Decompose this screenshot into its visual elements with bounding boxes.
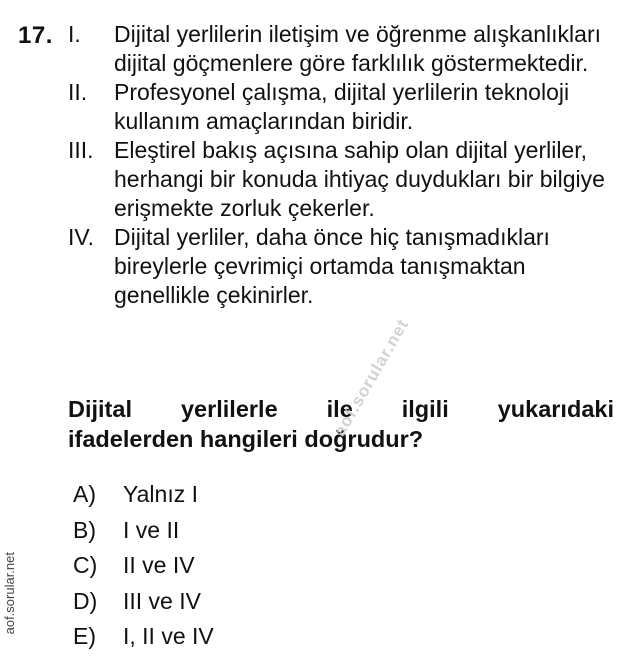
option-letter: E) <box>73 623 96 649</box>
statement-numeral: I. <box>68 21 81 47</box>
statement-2 <box>68 78 608 136</box>
statement-list <box>68 20 608 310</box>
statement-text: Profesyonel çalışma, dijital yerlilerin teknoloji kullanım amaçlarından biridir. <box>114 79 570 134</box>
option-text: III ve IV <box>123 587 201 614</box>
option-e[interactable] <box>73 619 214 655</box>
question-number: 17. <box>18 22 53 49</box>
answer-options <box>73 477 214 655</box>
question-prompt-line-2: ifadelerden hangileri doğrudur? <box>68 426 424 452</box>
option-b[interactable] <box>73 513 214 549</box>
statement-1 <box>68 20 608 78</box>
statement-text: Dijital yerliler, daha önce hiç tanışmadıkları bireylerle çevrimiçi ortamda tanışmaktan genellikle çekinirler. <box>114 224 550 308</box>
statement-numeral: III. <box>68 137 94 163</box>
statement-3 <box>68 136 608 223</box>
statement-numeral: II. <box>68 79 88 105</box>
option-a[interactable] <box>73 477 214 513</box>
option-d[interactable] <box>73 584 214 620</box>
option-text: Yalnız I <box>123 481 198 507</box>
option-letter: B) <box>73 516 96 543</box>
statement-text: Eleştirel bakış açısına sahip olan dijital yerliler, herhangi bir konuda ihtiyaç duydukları bir bilgiye erişmekte zorluk çekerler. <box>114 137 605 221</box>
side-watermark: aof.sorular.net <box>2 552 17 635</box>
question-prompt-line-1: Dijital yerlilerle ile ilgili yukarıdaki <box>68 396 614 422</box>
statement-numeral: IV. <box>68 224 95 250</box>
option-text: I, II ve IV <box>123 623 214 649</box>
option-letter: A) <box>73 481 96 507</box>
option-text: I ve II <box>123 516 180 543</box>
option-letter: C) <box>73 552 98 578</box>
statement-4 <box>68 223 608 310</box>
option-text: II ve IV <box>123 552 195 578</box>
option-letter: D) <box>73 587 98 614</box>
option-c[interactable] <box>73 548 214 584</box>
watermark: aof.sorular.net <box>330 315 413 440</box>
statement-text: Dijital yerlilerin iletişim ve öğrenme alışkanlıkları dijital göçmenlere göre farklılık göstermektedir. <box>114 21 601 76</box>
